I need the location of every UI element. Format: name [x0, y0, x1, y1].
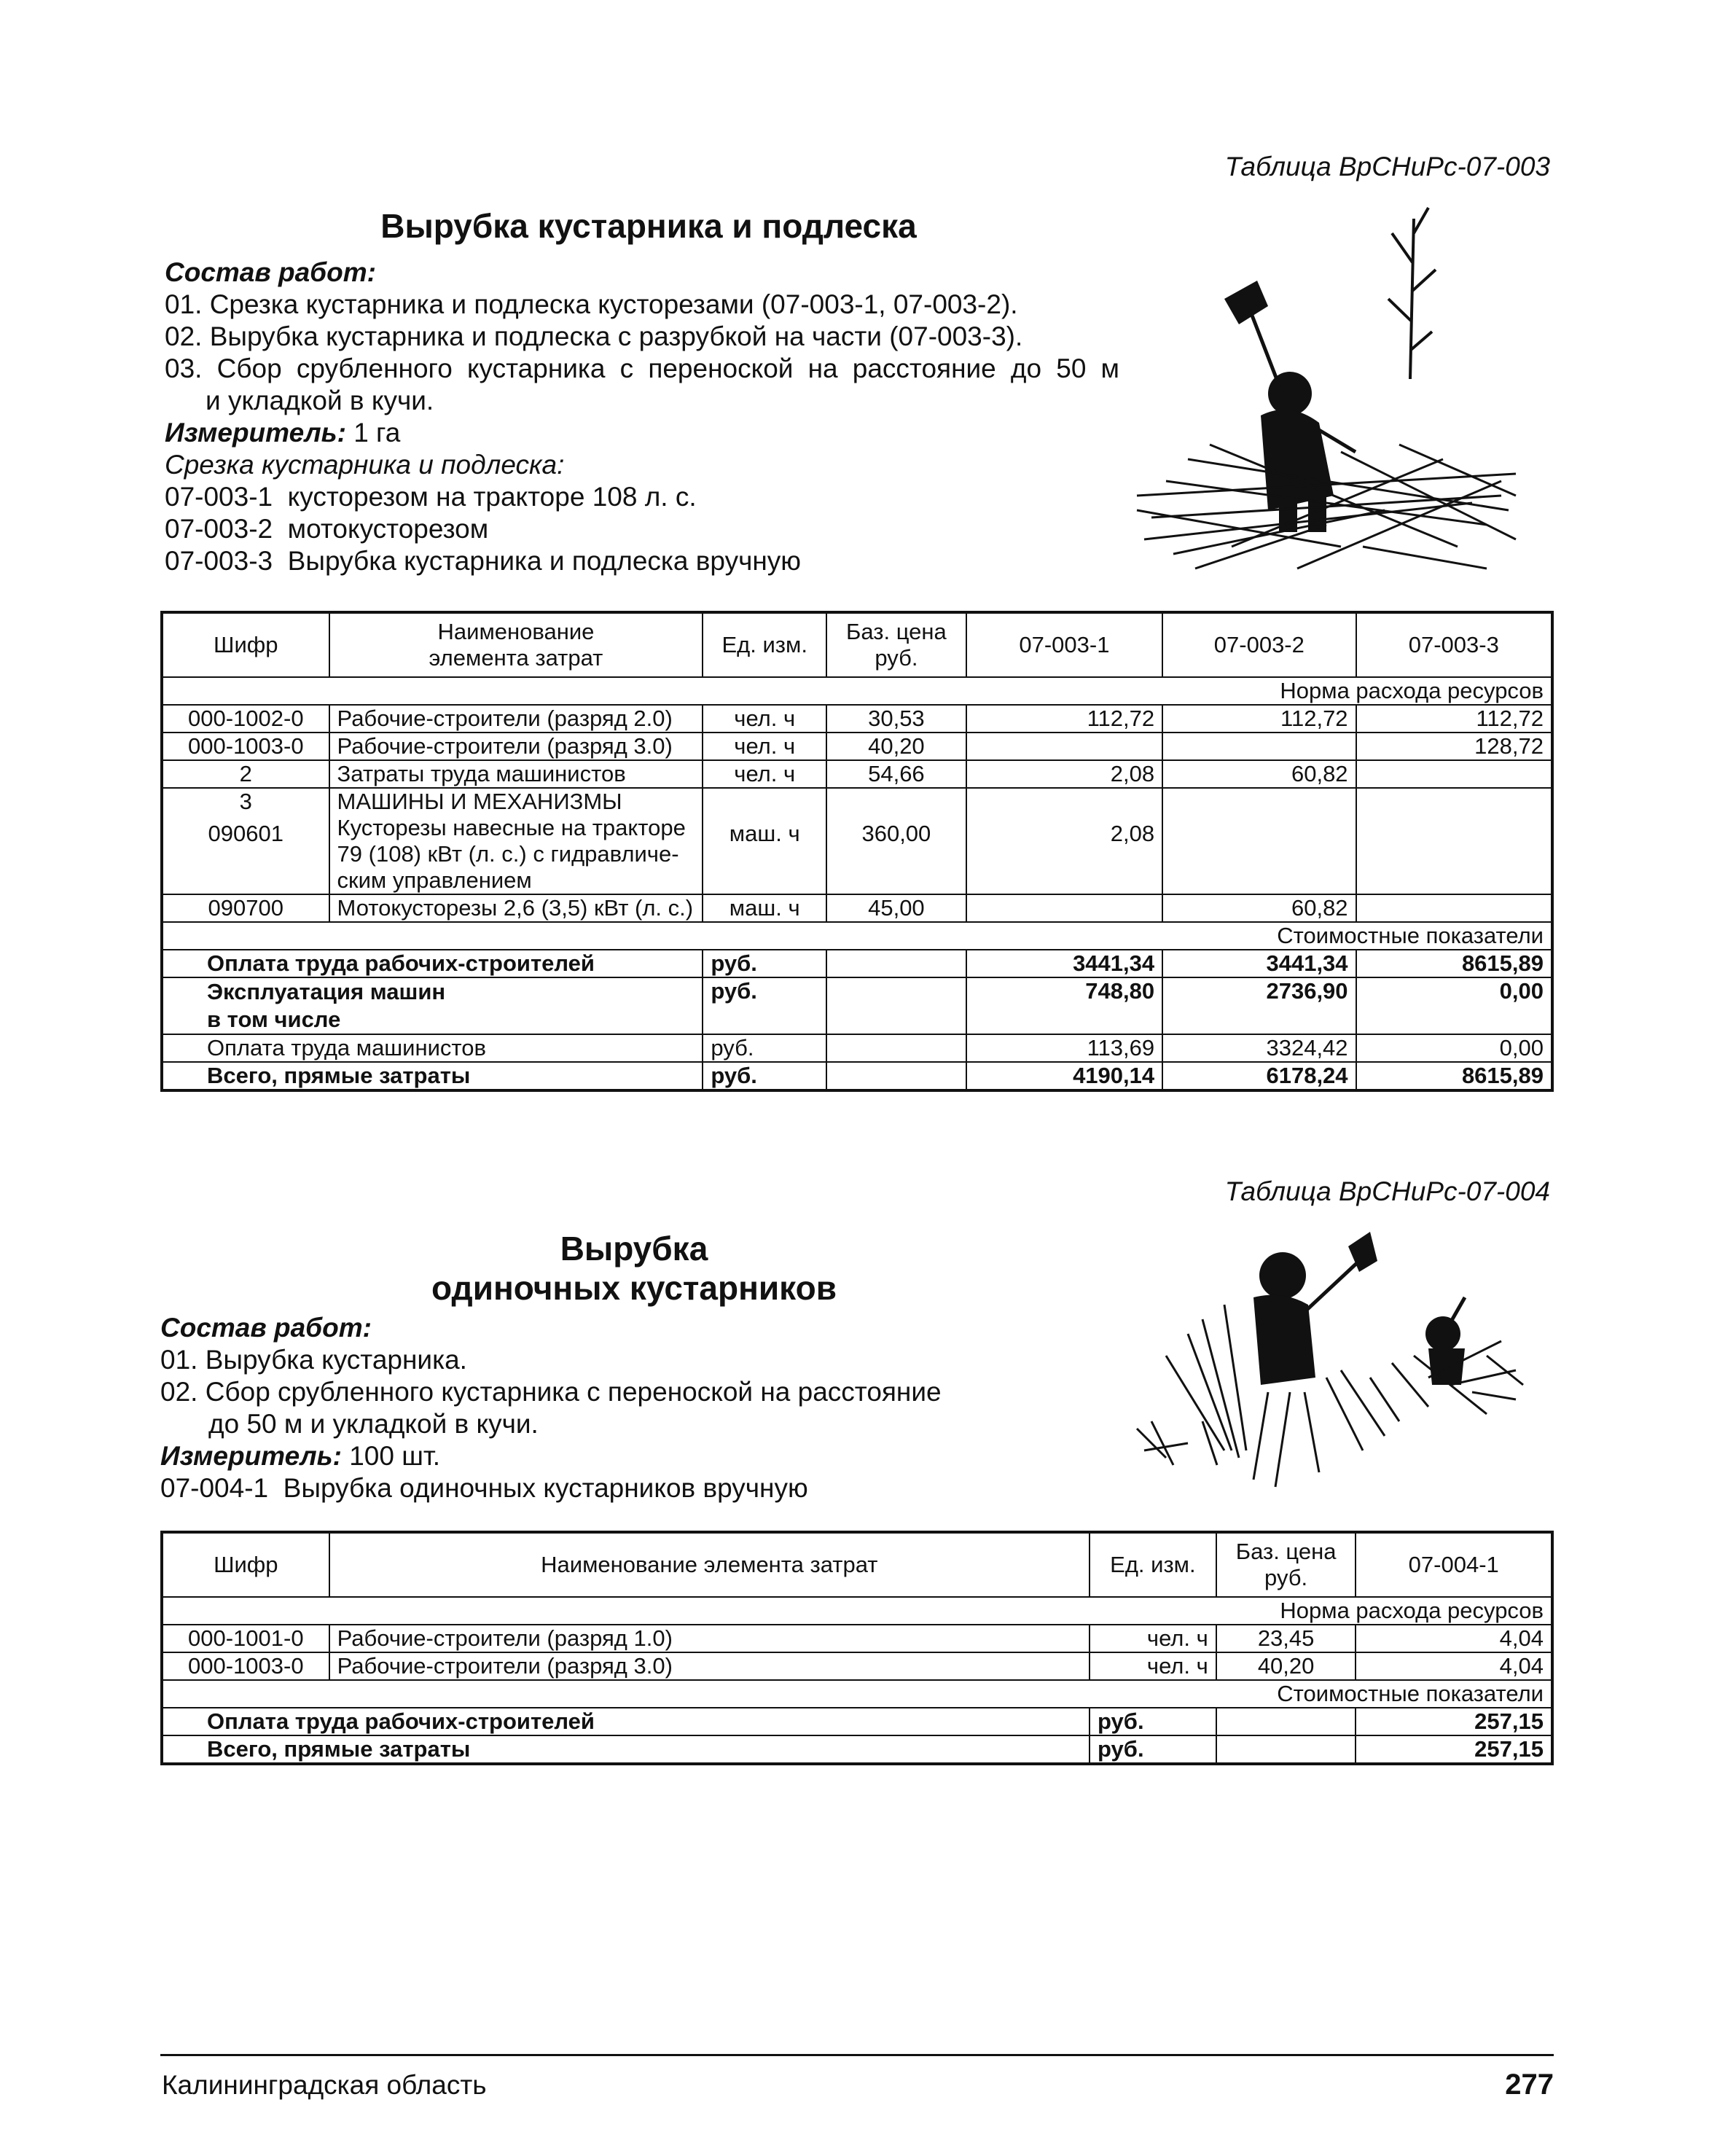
cost-row: Всего, прямые затраты руб. 257,15	[162, 1735, 1552, 1764]
meter-value: 1 га	[353, 418, 401, 448]
variant-text: Вырубка одиночных кустарников вручную	[283, 1473, 808, 1503]
section-title: Вырубка кустарника и подлеска	[380, 207, 917, 245]
table-row: 000-1003-0 Рабочие-строители (разряд 3.0) чел. ч 40,20 128,72	[162, 733, 1552, 760]
meter-line	[160, 1440, 942, 1472]
cost-row: Оплата труда рабочих-строителей руб. 257,15	[162, 1708, 1552, 1735]
composition-item: 03. Сбор срубленного кустарника с переноской на расстояние до 50 м	[165, 354, 1119, 383]
table-header-row	[162, 1532, 1552, 1597]
table-row: 000-1003-0 Рабочие-строители (разряд 3.0) чел. ч 40,20 4,04	[162, 1652, 1552, 1680]
table-reference: Таблица ВрСНиРс-07-003	[1224, 152, 1550, 181]
header-name: Наименование элемента затрат	[329, 1532, 1090, 1597]
cost-row: Эксплуатация машин в том числе руб. 748,80 2736,90 0,00	[162, 977, 1552, 1034]
composition-item: 02. Вырубка кустарника и подлеска с разрубкой на части (07-003-3).	[165, 321, 1023, 351]
cost-row: Оплата труда машинистов руб. 113,69 3324,42 0,00	[162, 1034, 1552, 1062]
header-variant-1: 07-004-1	[1356, 1532, 1552, 1597]
resource-table-07-004	[160, 1531, 1554, 1765]
header-variant-3: 07-003-3	[1356, 612, 1552, 677]
meter-value: 100 шт.	[349, 1441, 441, 1471]
table-row: 090700 Мотокусторезы 2,6 (3,5) кВт (л. с.) маш. ч 45,00 60,82	[162, 894, 1552, 922]
worker-cutting-brush-illustration	[1122, 204, 1530, 598]
page-number: 277	[1505, 2069, 1554, 2101]
composition-item: 02. Сбор срубленного кустарника с переноской на расстояние	[160, 1377, 942, 1407]
section-row-norm: Норма расхода ресурсов	[162, 677, 1552, 705]
meter-label: Измеритель:	[160, 1441, 342, 1471]
header-unit: Ед. изм.	[703, 612, 826, 677]
header-price: Баз. цена руб.	[1216, 1532, 1356, 1597]
header-variant-1: 07-003-1	[966, 612, 1162, 677]
composition-label: Состав работ:	[160, 1313, 372, 1343]
composition-block	[160, 1312, 942, 1504]
variant-code: 07-003-1	[165, 482, 273, 512]
variant-code: 07-003-3	[165, 546, 273, 576]
composition-item: 01. Срезка кустарника и подлеска кусторезами (07-003-1, 07-003-2).	[165, 289, 1018, 319]
header-price: Баз. цена руб.	[826, 612, 966, 677]
composition-item: и укладкой в кучи.	[206, 386, 434, 415]
table-reference: Таблица ВрСНиРс-07-004	[1224, 1176, 1550, 1206]
section-title: Вырубка одиночных кустарников	[431, 1230, 837, 1307]
table-row: 000-1001-0 Рабочие-строители (разряд 1.0) чел. ч 23,45 4,04	[162, 1625, 1552, 1652]
variant-line	[165, 481, 1119, 513]
variant-line	[165, 513, 1119, 545]
section-row-cost: Стоимостные показатели	[162, 922, 1552, 950]
variant-line	[160, 1472, 942, 1504]
variant-code: 07-004-1	[160, 1473, 269, 1503]
header-name: Наименование элемента затрат	[329, 612, 703, 677]
meter-label: Измеритель:	[165, 418, 346, 448]
footer-region: Калининградская область	[162, 2070, 487, 2100]
composition-item: до 50 м и укладкой в кучи.	[208, 1409, 539, 1439]
header-variant-2: 07-003-2	[1162, 612, 1356, 677]
table-row: 3 090601 МАШИНЫ И МЕХАНИЗМЫ Кусторезы навесные на тракторе 79 (108) кВт (л. с.) с гидравличе- ским управлением маш. ч 360,00 2,08	[162, 788, 1552, 894]
section-row-norm: Норма расхода ресурсов	[162, 1597, 1552, 1625]
table-row: 2 Затраты труда машинистов чел. ч 54,66 2,08 60,82	[162, 760, 1552, 788]
variant-code: 07-003-2	[165, 514, 273, 544]
footer-divider	[160, 2054, 1554, 2056]
table-row: 000-1002-0 Рабочие-строители (разряд 2.0) чел. ч 30,53 112,72 112,72 112,72	[162, 705, 1552, 733]
composition-label: Состав работ:	[165, 257, 376, 287]
cost-row: Всего, прямые затраты руб. 4190,14 6178,24 8615,89	[162, 1062, 1552, 1090]
resource-table-07-003	[160, 611, 1554, 1092]
composition-block	[165, 257, 1119, 577]
variant-text: Вырубка кустарника и подлеска вручную	[287, 546, 802, 576]
variant-text: кусторезом на тракторе 108 л. с.	[287, 482, 697, 512]
worker-chopping-shrub-illustration	[1122, 1232, 1530, 1494]
variant-line	[165, 545, 1119, 577]
variant-text: мотокусторезом	[287, 514, 489, 544]
header-unit: Ед. изм.	[1090, 1532, 1216, 1597]
header-code: Шифр	[162, 612, 329, 677]
composition-item: 01. Вырубка кустарника.	[160, 1345, 467, 1375]
header-code: Шифр	[162, 1532, 329, 1597]
table-header-row	[162, 612, 1552, 677]
variants-subhead: Срезка кустарника и подлеска:	[165, 450, 565, 480]
meter-line	[165, 417, 1119, 449]
cost-row: Оплата труда рабочих-строителей руб. 3441,34 3441,34 8615,89	[162, 950, 1552, 977]
section-row-cost: Стоимостные показатели	[162, 1680, 1552, 1708]
